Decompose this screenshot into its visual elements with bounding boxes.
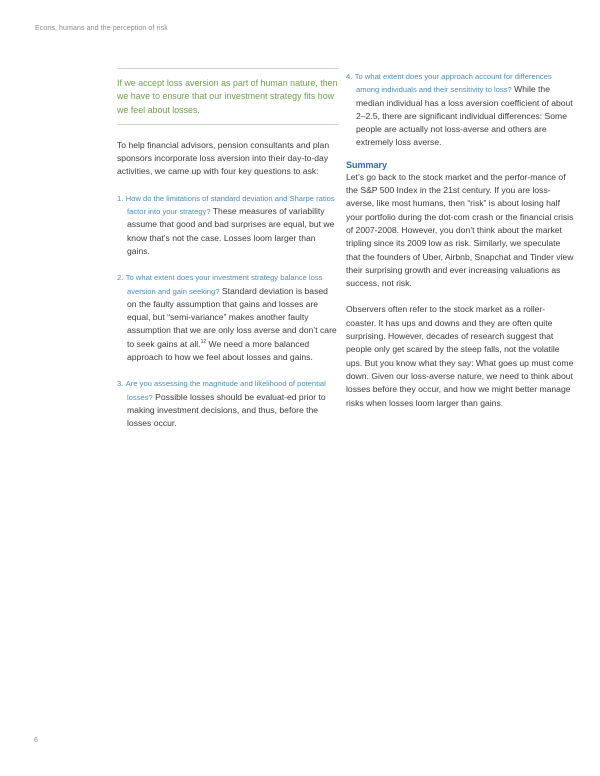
question-item (117, 192, 339, 258)
question-body: These measures of variability assume that good and bad surprises are equal, but we know that’s not the case. Losses loom larger than gains. (127, 206, 335, 256)
summary-paragraph: Let’s go back to the stock market and the perfor-mance of the S&P 500 Index in the 21st century. If you are loss-averse, like most humans, then “risk” is about losing half your portfolio during the dot-com crash or the financial crisis of 2007-2008. However, you don’t think about the market tripling since its 2009 low as risk. Similarly, we speculate that the founders of Uber, Airbnb, Snapchat and Tinder view their surprising growth and ever increasing valuations as success, not risk. (346, 171, 574, 289)
question-body: Possible losses should be evaluat-ed prior to making investment decisions, and thus, before the losses occur. (127, 391, 326, 429)
question-lead: To what extent does your investment strategy balance loss aversion and gain seeking? (125, 273, 323, 296)
question-item (346, 70, 574, 150)
running-header: Econs, humans and the perception of risk (35, 25, 168, 32)
right-column (346, 70, 574, 410)
question-body: While the median individual has a loss aversion coefficient of about 2–2.5, there are significant individual differences: Some people are actually not loss-averse and others are extremely loss averse. (356, 84, 573, 148)
summary-paragraph: Observers often refer to the stock market as a roller-coaster. It has ups and downs and they are often quite surprising. However, decades of research suggest that people only get scared by the steep falls, not the volatile ups. But you know what they say: What goes up must come down. Given our loss-averse nature, we need to think about losses before they occur, and how we might better manage risks when losses loom larger than gains. (346, 304, 574, 408)
question-body: Standard deviation is based on the faulty assumption that gains and losses are equal, but “semi-variance” makes another faulty assumption that we are only loss averse and don’t care to seek gains at all. (127, 285, 337, 349)
left-column (117, 68, 339, 431)
footnote-reference[interactable]: 12 (200, 338, 207, 345)
question-lead: To what extent does your approach account for differences among individuals and their sensitivity to loss? (354, 72, 552, 95)
summary-heading: Summary (346, 159, 388, 170)
question-number: 4. (346, 72, 353, 81)
question-number: 2. (117, 273, 124, 283)
question-body-continued: We need a more balanced approach to how we feel about losses and gains. (127, 338, 313, 363)
question-item (117, 271, 339, 364)
pull-quote: If we accept loss aversion as part of human nature, then we have to ensure that our investment strategy fits how we feel about losses. (117, 68, 339, 125)
question-number: 3. (117, 379, 124, 389)
intro-paragraph: To help financial advisors, pension consultants and plan sponsors incorporate loss aversion into their day-to-day activities, we came up with four key questions to ask: (117, 139, 330, 177)
question-item (117, 377, 339, 430)
question-lead: How do the limitations of standard deviation and Sharpe ratios factor into your strategy? (125, 193, 335, 217)
question-lead: Are you assessing the magnitude and likelihood of potential losses? (125, 379, 326, 402)
page-number: 6 (34, 737, 38, 744)
question-number: 1. (117, 193, 124, 203)
